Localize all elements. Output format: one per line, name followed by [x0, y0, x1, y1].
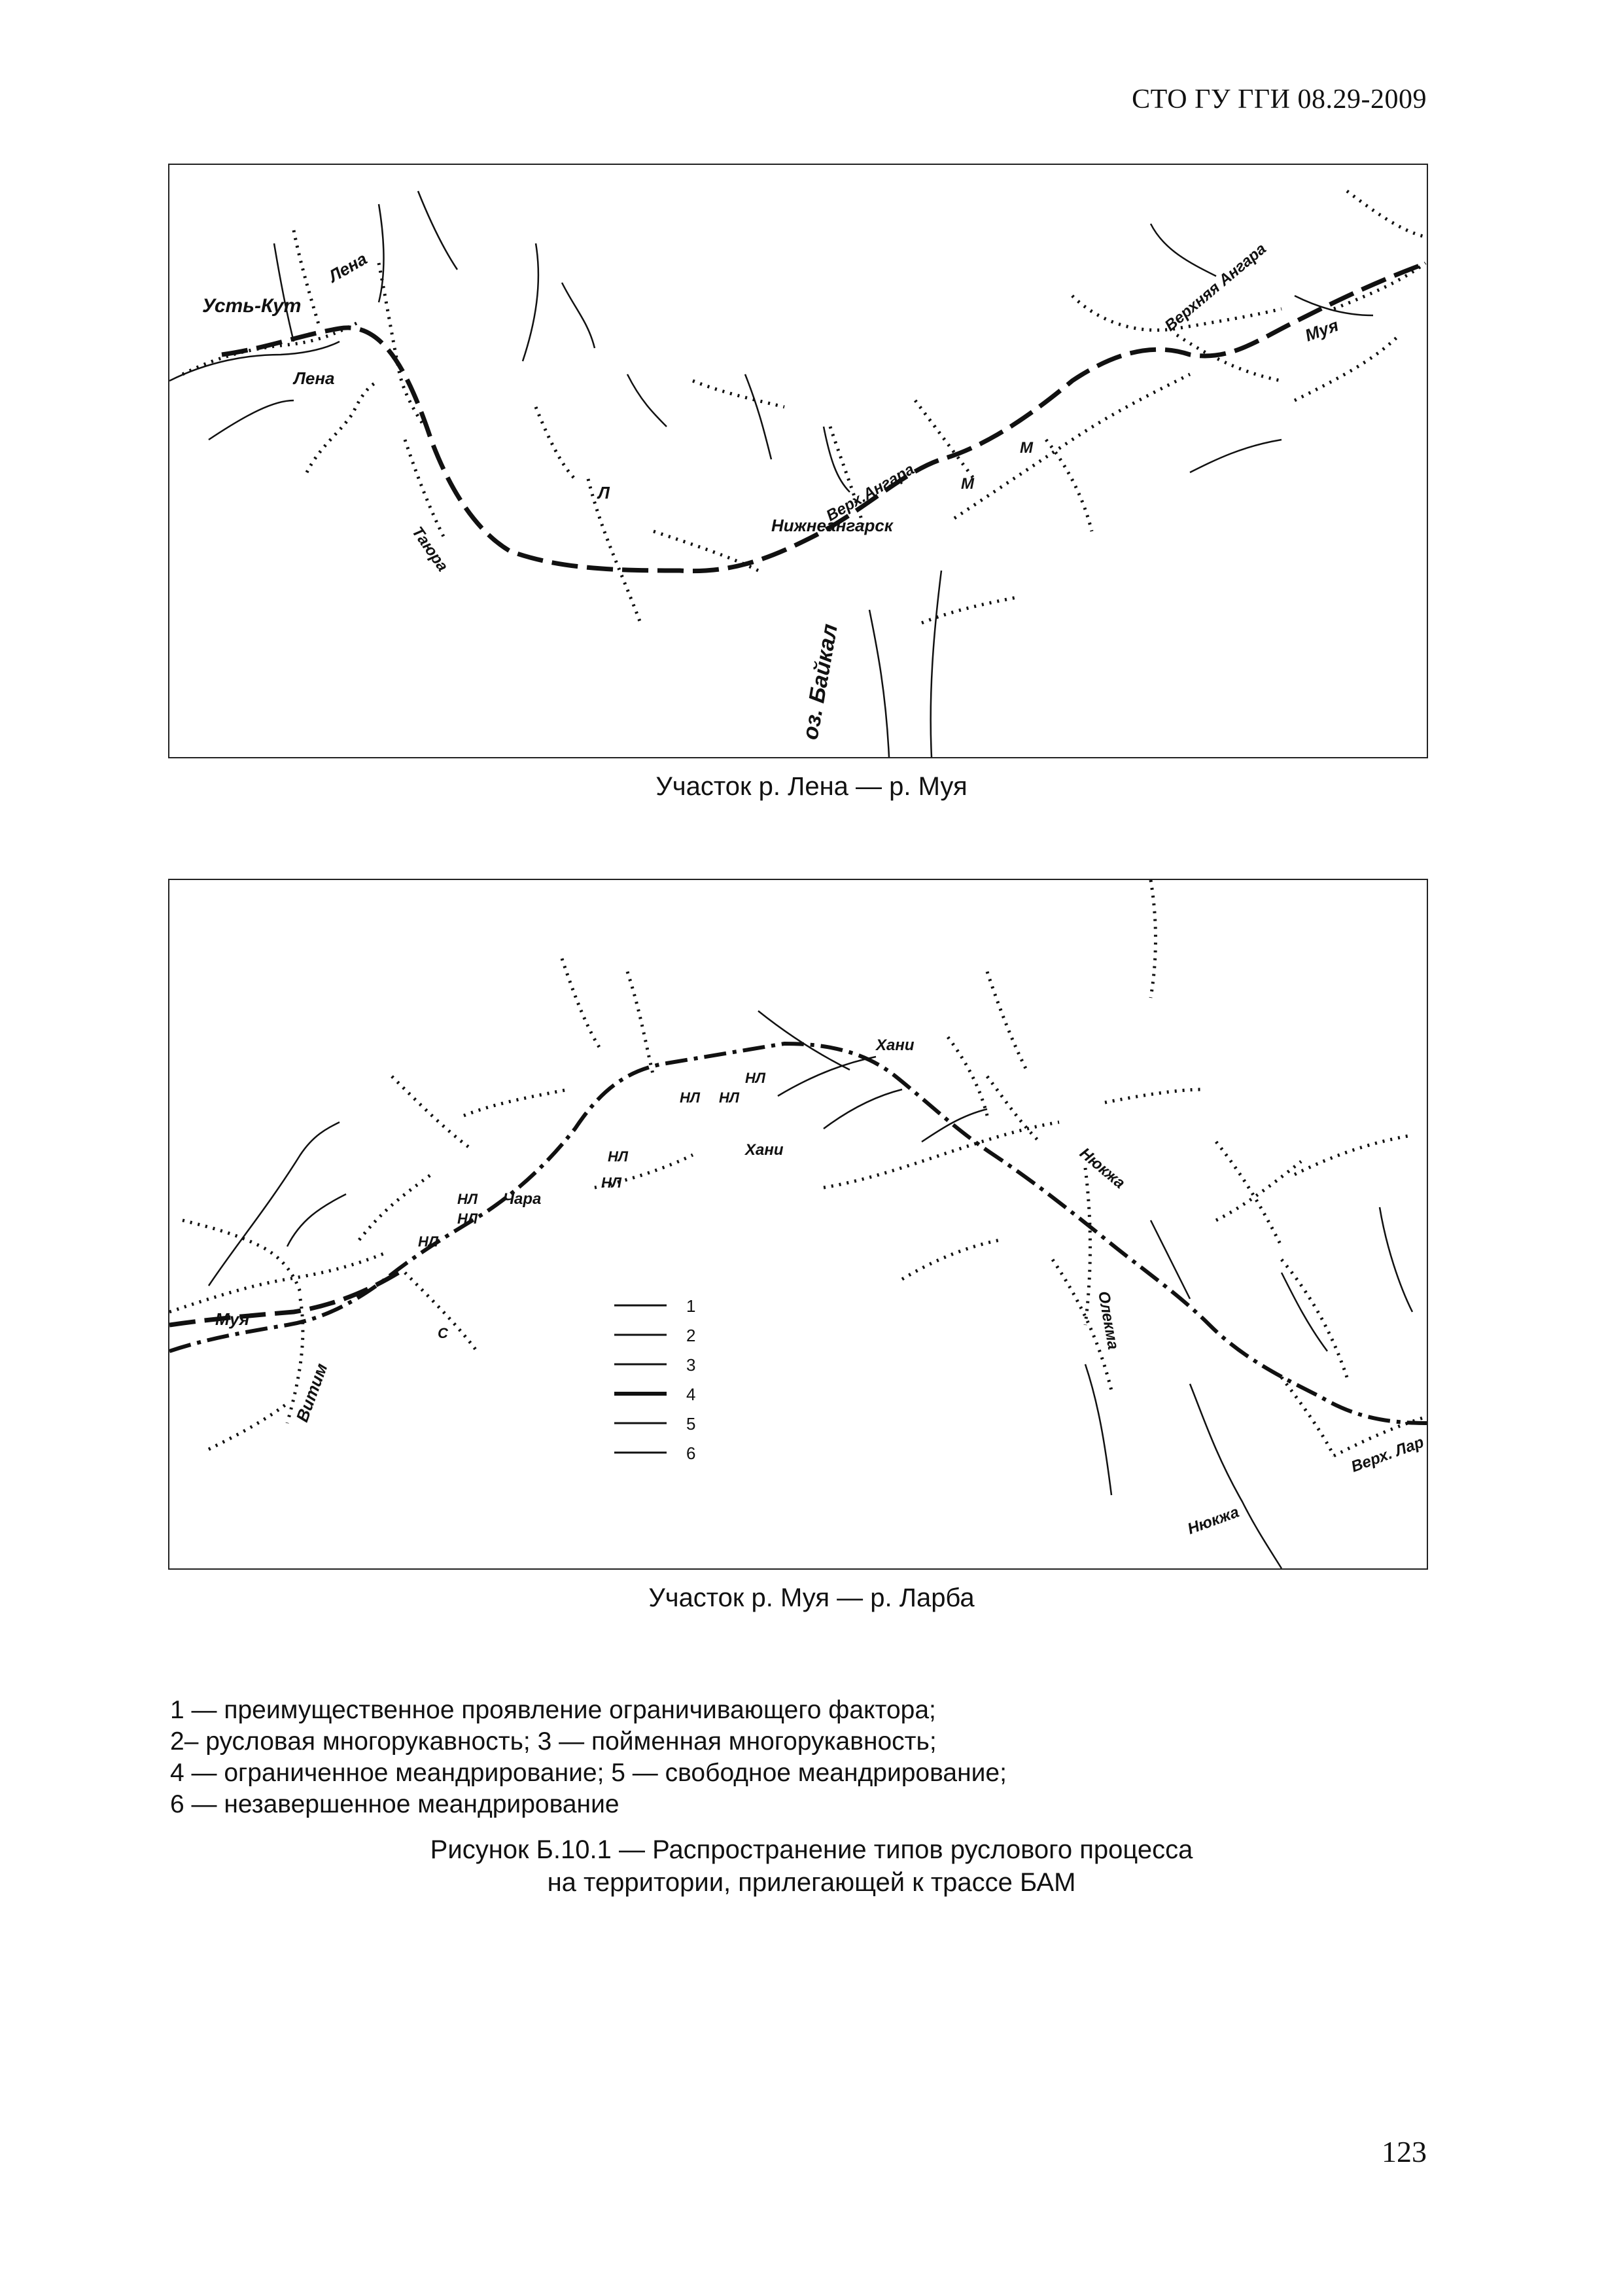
label-olekma: Олекма: [1094, 1290, 1123, 1351]
document-code: СТО ГУ ГГИ 08.29-2009: [1132, 84, 1427, 115]
map-muya-larba-drawing: [169, 880, 1427, 1568]
legend-notes: [170, 1695, 1007, 1820]
label-l: Л: [598, 483, 610, 503]
legend-note-line: 6 — незавершенное меандрирование: [170, 1790, 620, 1818]
label-khani-b: Хани: [745, 1141, 784, 1159]
map1-caption: Участок р. Лена — р. Муя: [655, 772, 968, 801]
label-lena-b: Лена: [294, 368, 335, 388]
label-verkh-larba: Верх. Лар: [1348, 1433, 1427, 1476]
legend-item-3: 3: [686, 1355, 696, 1375]
label-nizhneangarsk: Нижнеангарск: [771, 516, 893, 535]
figure-caption-line2: на территории, прилегающей к трассе БАМ: [547, 1868, 1076, 1897]
label-verkh-angara-b: Верхняя Ангара: [1161, 239, 1270, 335]
label-nl-5: НЛ: [608, 1148, 629, 1165]
label-nl-4: НЛ: [601, 1174, 622, 1191]
legend-item-6: 6: [686, 1443, 696, 1463]
label-muya: Муя: [215, 1309, 250, 1329]
label-lena-a: Лена: [325, 248, 371, 287]
label-nl-6: НЛ: [680, 1089, 701, 1106]
legend-note-line: 1 — преимущественное проявление ограничивающего фактора;: [170, 1696, 936, 1724]
figure-caption-line1: Рисунок Б.10.1 — Распространение типов руслового процесса: [430, 1835, 1193, 1864]
label-vitim: Витим: [292, 1360, 332, 1425]
map2-caption: Участок р. Муя — р. Ларба: [648, 1583, 975, 1612]
label-nyukzha-b: Нюкжа: [1185, 1503, 1242, 1538]
legend-item-2: 2: [686, 1326, 696, 1345]
legend-item-4: 4: [686, 1385, 696, 1404]
map-lena-muya: [168, 164, 1428, 758]
label-m-b: М: [961, 475, 974, 493]
figure-caption: [0, 1833, 1623, 1899]
label-nl-1: НЛ: [457, 1191, 478, 1207]
label-khani-a: Хани: [876, 1036, 915, 1054]
label-verkh-angara-a: Верх.Ангара: [823, 460, 918, 525]
map-lena-muya-drawing: [169, 165, 1427, 757]
label-m-a: М: [1020, 439, 1033, 457]
label-chara: Чара: [503, 1190, 542, 1208]
label-nyukzha-a: Нюкжа: [1076, 1144, 1128, 1193]
legend-item-5: 5: [686, 1414, 696, 1434]
page-number: 123: [1382, 2135, 1427, 2168]
map2-legend: [614, 1296, 695, 1463]
label-nl-7: НЛ: [719, 1089, 740, 1106]
label-muya: Муя: [1302, 315, 1341, 345]
label-nl-2: НЛ: [457, 1210, 478, 1227]
label-nl-8: НЛ: [745, 1070, 766, 1086]
legend-note-line: 4 — ограниченное меандрирование; 5 — свободное меандрирование;: [170, 1759, 1007, 1787]
map-muya-larba: [168, 879, 1428, 1570]
legend-item-1: 1: [686, 1296, 696, 1316]
label-ust-kut: Усть-Кут: [202, 295, 302, 317]
label-c: С: [438, 1325, 448, 1341]
label-nl-3: НЛ: [418, 1233, 439, 1250]
legend-note-line: 2– русловая многорукавность; 3 — пойменная многорукавность;: [170, 1727, 937, 1756]
label-baikal: оз. Байкал: [797, 622, 843, 742]
label-tayura: Таюра: [408, 523, 452, 575]
